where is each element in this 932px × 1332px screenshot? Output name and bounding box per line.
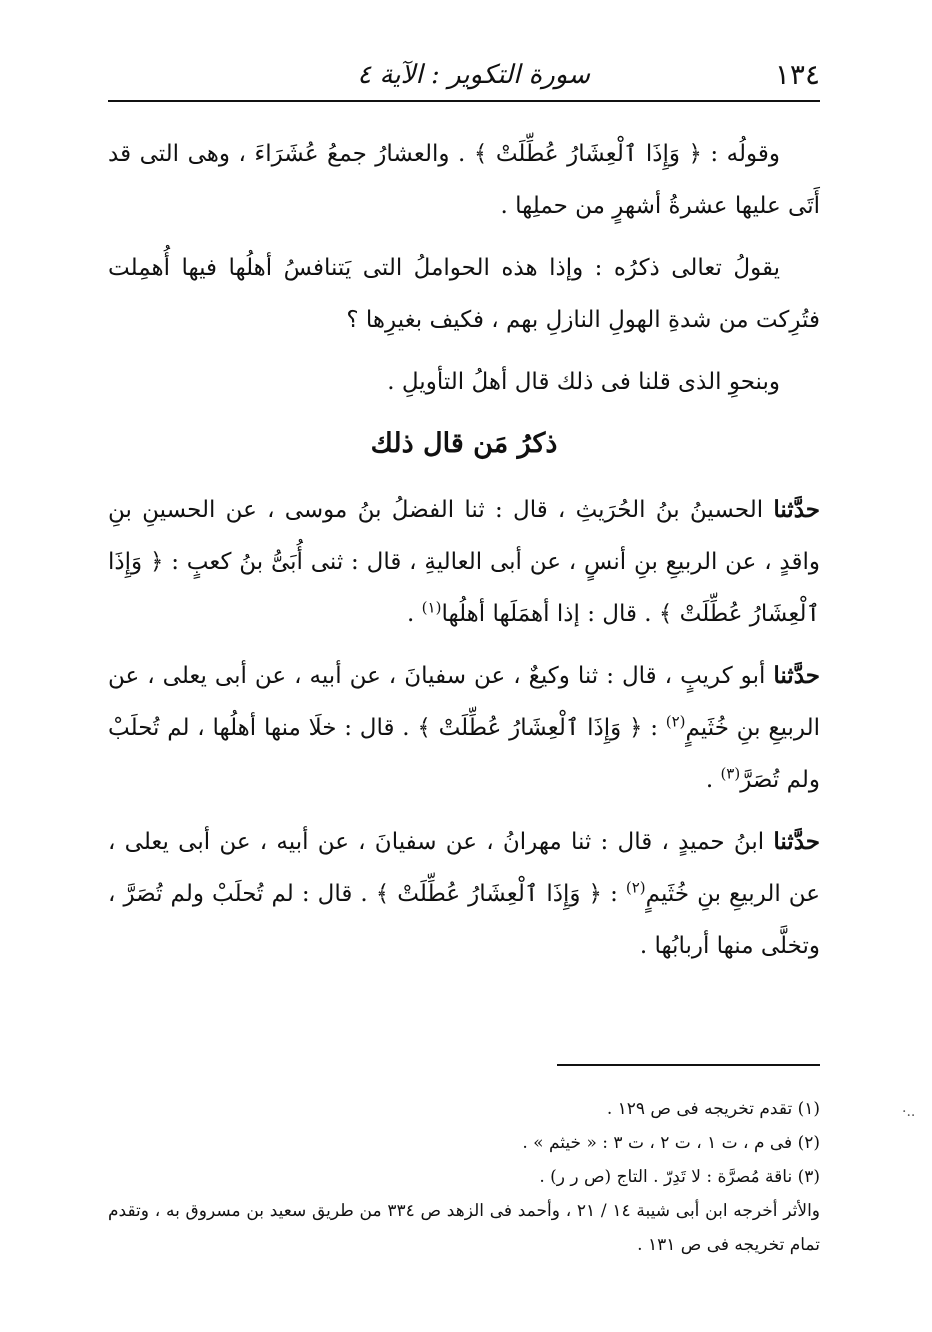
- footnote-rule: [557, 1064, 820, 1066]
- footnote-ref-3: (٣): [720, 764, 741, 783]
- footnote-2: (٢) فى م ، ت ١ ، ت ٢ ، ت ٣ : « خيثم » .: [522, 1133, 820, 1153]
- paragraph-verse: وقولُه : ﴿ وَإِذَا ٱلْعِشَارُ عُطِّلَتْ ﴾ . والعشارُ جمعُ عُشَرَاءَ ، وهى التى قد أَتَى عليها عشرةُ أشهرٍ من حملِها .: [108, 141, 820, 219]
- hadith-3-lead: حدَّثنا: [773, 828, 820, 855]
- hadith-1-end: .: [407, 601, 422, 627]
- running-title: سورة التكوير : الآية ٤: [357, 60, 590, 90]
- hadith-3-text-a: ابنُ حميدٍ ، قال : ثنا مهرانُ ، عن سفيانَ ، عن أبيه ، عن أبى يعلى ، عن الربيعِ بنِ خُثَيمٍ: [108, 829, 821, 907]
- hadith-2-lead: حدَّثنا: [773, 662, 820, 689]
- section-heading: ذكرُ مَن قال ذلك: [370, 428, 558, 459]
- footnotes: [108, 1092, 820, 1262]
- footnote-3-continuation: والأثر أخرجه ابن أبى شيبة ١٤ / ٢١ ، وأحمد فى الزهد ص ٣٣٤ من طريق سعيد بن مسروق به ، وتقدم تمام تخريجه فى ص ١٣١ .: [108, 1201, 820, 1255]
- footnote-ref-1: (١): [421, 598, 442, 617]
- header-rule: [108, 100, 820, 102]
- hadith-3-text-b: : ﴿ وَإِذَا ٱلْعِشَارُ عُطِّلَتْ ﴾ . قال : لم تُحلَبْ ولم تُصَرَّ ، وتخلَّى منها أربابُها .: [108, 881, 820, 959]
- footnote-1: (١) تقدم تخريجه فى ص ١٢٩ .: [606, 1099, 820, 1119]
- footnote-ref-2: (٢): [665, 712, 686, 731]
- footnote-3: (٣) ناقة مُصرَّة : لا تَدِرّ . التاج (ص ر ر) .: [539, 1167, 820, 1187]
- footnote-ref-2b: (٢): [625, 878, 646, 897]
- hadith-1-text: الحسينُ بنُ الحُرَيثِ ، قال : ثنا الفضلُ بنُ موسى ، عن الحسينِ بنِ واقدٍ ، عن الربيعِ بنِ أنسٍ ، عن أبى العاليةِ ، قال : ثنى أُبَىُّ بنُ كعبٍ : ﴿ وَإِذَا ٱلْعِشَارُ عُطِّلَتْ ﴾ . قال : إذا أهمَلَها أهلُها: [108, 497, 820, 627]
- hadith-2-text-b: : ﴿ وَإِذَا ٱلْعِشَارُ عُطِّلَتْ ﴾ . قال : خلَا منها أهلُها ، لم تُحلَبْ ولم تُصَرَّ: [108, 715, 820, 793]
- hadith-2: [108, 650, 820, 806]
- page-header: [108, 52, 820, 92]
- paragraph-transition: وبنحوِ الذى قلنا فى ذلك قال أهلُ التأويلِ .: [387, 369, 780, 395]
- hadith-2-text-a: أبو كريبٍ ، قال : ثنا وكيعٌ ، عن سفيانَ ، عن أبيه ، عن أبى يعلى ، عن الربيعِ بنِ خُثَيمٍ: [108, 663, 821, 741]
- margin-mark: ·..: [902, 1104, 916, 1120]
- paragraph-commentary: يقولُ تعالى ذكرُه : وإذا هذه الحواملُ التى يَتنافسُ أهلُها فيها أُهمِلت فتُرِكت من شدةِ الهولِ النازلِ بهم ، فكيف بغيرِها ؟: [108, 255, 820, 333]
- main-text: [108, 128, 820, 982]
- hadith-1-lead: حدَّثنا: [773, 496, 820, 523]
- hadith-1: [108, 484, 820, 640]
- hadith-2-end: .: [705, 767, 721, 793]
- hadith-3: [108, 816, 820, 972]
- page-number: ١٣٤: [774, 58, 820, 91]
